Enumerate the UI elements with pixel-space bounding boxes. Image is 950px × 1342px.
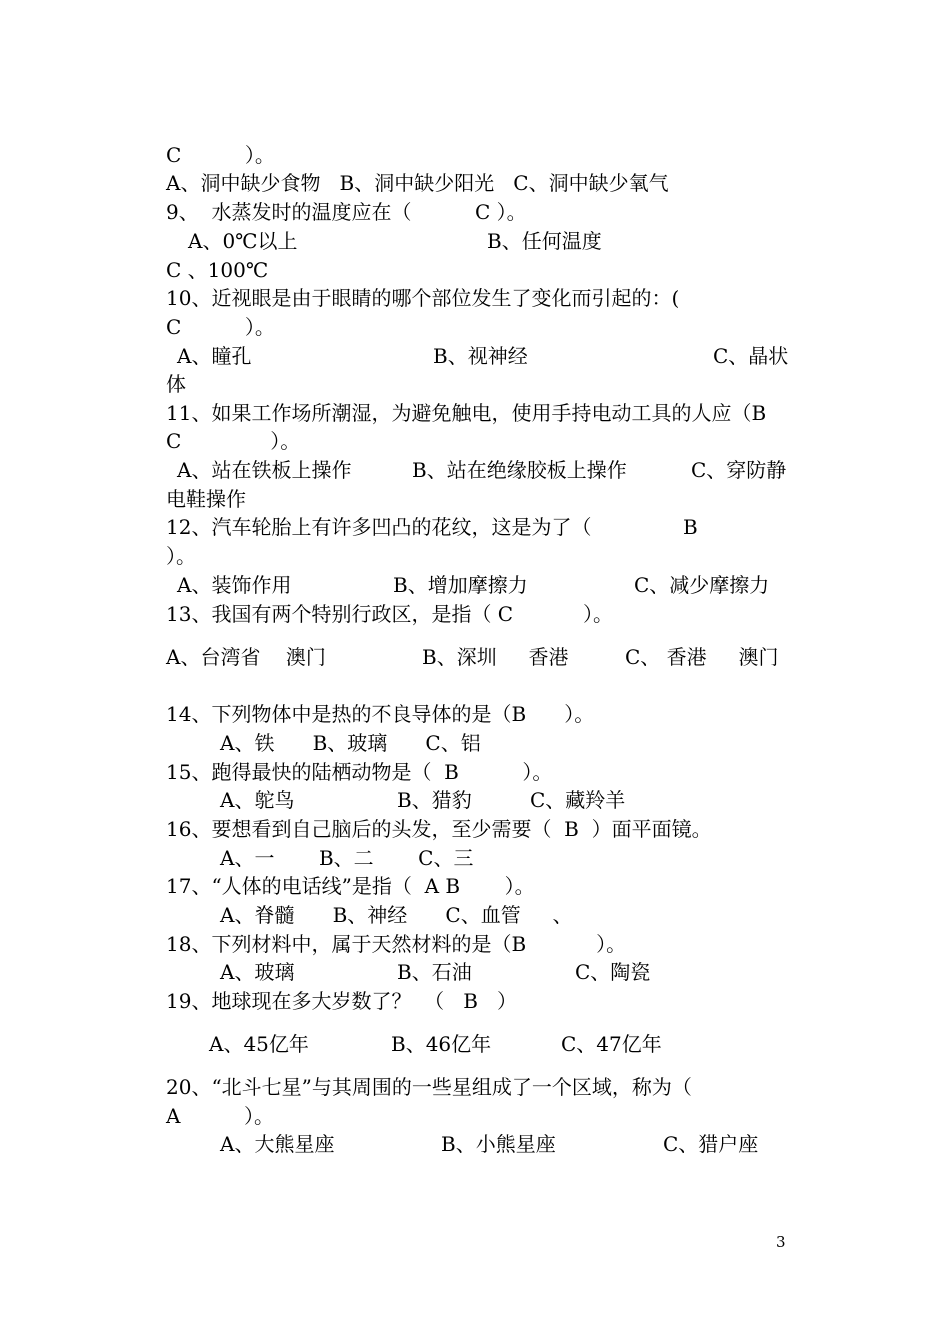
text-segment: B、小熊星座 — [441, 1132, 556, 1156]
text-segment: ）。 — [166, 544, 196, 568]
text-segment: A、铁 B、玻璃 C、铝 — [220, 731, 481, 755]
page-number: 3 — [776, 1233, 786, 1251]
text-segment: 10、近视眼是由于眼睛的哪个部位发生了变化而引起的：( — [166, 286, 680, 310]
text-segment: B、石油 — [397, 960, 472, 984]
text-segment: C 、100℃ — [166, 258, 269, 282]
text-segment: A、鸵鸟 — [220, 788, 295, 812]
text-segment: C、 香港 澳门 — [625, 645, 779, 669]
text-segment: 电鞋操作 — [166, 487, 246, 511]
text-segment: B、任何温度 — [487, 229, 602, 253]
text-segment: A、玻璃 — [220, 960, 295, 984]
text-segment: A、一 B、二 C、三 — [220, 846, 474, 870]
text-segment: A、站在铁板上操作 — [177, 458, 352, 482]
text-segment: C、藏羚羊 — [530, 788, 626, 812]
text-segment: C、减少摩擦力 — [634, 573, 770, 597]
text-segment: C、47亿年 — [561, 1032, 662, 1056]
text-segment: B、视神经 — [433, 344, 528, 368]
text-segment: 13、我国有两个特别行政区，是指（ C ）。 — [166, 602, 614, 626]
text-segment: A ）。 — [166, 1104, 275, 1128]
text-segment: B、深圳 香港 — [422, 645, 569, 669]
text-segment: C ）。 — [166, 315, 275, 339]
text-segment: A、45亿年 — [209, 1032, 309, 1056]
text-segment: A、瞳孔 — [177, 344, 252, 368]
text-segment: B、站在绝缘胶板上操作 — [412, 458, 627, 482]
text-segment: B、46亿年 — [391, 1032, 492, 1056]
text-segment: B、增加摩擦力 — [393, 573, 528, 597]
text-segment: C、穿防静 — [691, 458, 787, 482]
text-segment: 15、跑得最快的陆栖动物是（ B ）。 — [166, 760, 553, 784]
text-segment: 19、地球现在多大岁数了？ （ B ） — [166, 989, 518, 1013]
text-segment: C、陶瓷 — [575, 960, 651, 984]
text-segment: A、台湾省 澳门 — [166, 645, 326, 669]
text-segment: A、0℃以上 — [188, 229, 298, 253]
text-segment: 17、“人体的电话线”是指（ A B ）。 — [166, 874, 535, 898]
text-segment: 体 — [166, 372, 186, 396]
text-segment: C ）。 — [166, 143, 275, 167]
text-segment: 20、“北斗七星”与其周围的一些星组成了一个区域，称为（ — [166, 1075, 692, 1099]
text-segment: A、大熊星座 — [220, 1132, 335, 1156]
text-segment: B — [683, 515, 698, 539]
text-segment: 11、如果工作场所潮湿，为避免触电，使用手持电动工具的人应（B — [166, 401, 767, 425]
text-segment: 16、要想看到自己脑后的头发，至少需要（ B ）面平面镜。 — [166, 817, 712, 841]
text-segment: 18、下列材料中，属于天然材料的是（B ）。 — [166, 932, 627, 956]
text-segment: C ）。 — [166, 429, 301, 453]
text-segment: 12、汽车轮胎上有许多凹凸的花纹，这是为了（ — [166, 515, 592, 539]
text-segment: A、脊髓 B、神经 C、血管 、 — [220, 903, 573, 927]
text-segment: 9、 水蒸发时的温度应在（ C ）。 — [166, 200, 527, 224]
text-segment: C、猎户座 — [663, 1132, 759, 1156]
text-segment: A、洞中缺少食物 B、洞中缺少阳光 C、洞中缺少氧气 — [166, 171, 669, 195]
text-segment: A、装饰作用 — [177, 573, 292, 597]
text-segment: B、猎豹 — [397, 788, 472, 812]
text-segment: 14、下列物体中是热的不良导体的是（B ）。 — [166, 702, 595, 726]
text-segment: C、晶状 — [713, 344, 789, 368]
